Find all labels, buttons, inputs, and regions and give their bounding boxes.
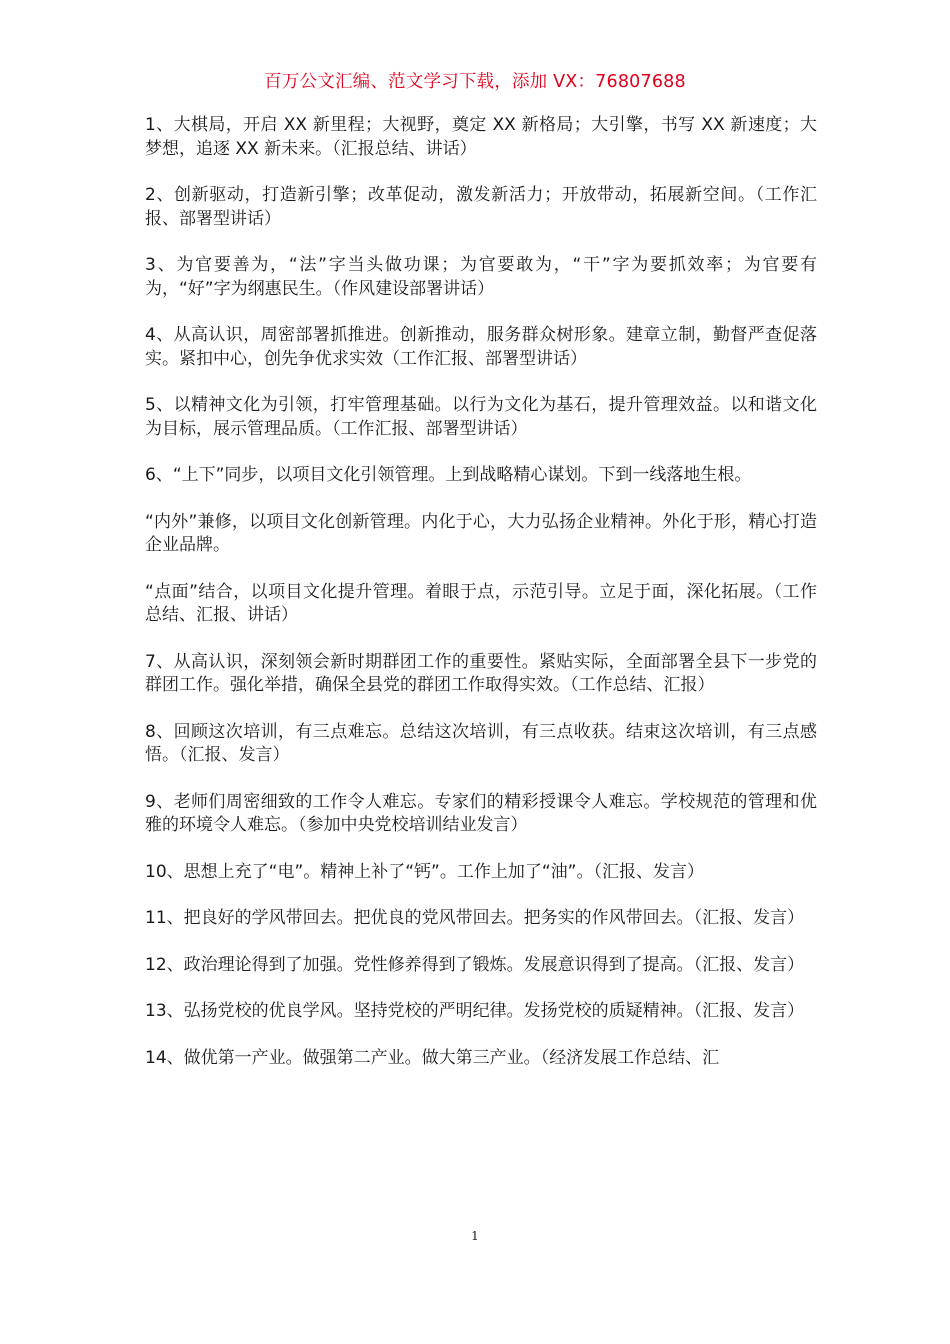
paragraph-11: 11、把良好的学风带回去。把优良的党风带回去。把务实的作风带回去。（汇报、发言）: [145, 908, 805, 928]
paragraph-1: 1、大棋局，开启 XX 新里程；大视野，奠定 XX 新格局；大引擎，书写 XX 新速度；大梦想，追逐 XX 新未来。（汇报总结、讲话）: [145, 115, 817, 159]
paragraph-13: 13、弘扬党校的优良学风。坚持党校的严明纪律。发扬党校的质疑精神。（汇报、发言）: [145, 1001, 805, 1021]
paragraph-3: 3、为官要善为，“法”字当头做功课；为官要敢为，“干”字为要抓效率；为官要有为，“好”字为纲惠民生。（作风建设部署讲话）: [145, 255, 817, 299]
paragraph-8: 8、回顾这次培训，有三点难忘。总结这次培训，有三点收获。结束这次培训，有三点感悟。（汇报、发言）: [145, 721, 817, 765]
paragraph-9: 9、老师们周密细致的工作令人难忘。专家们的精彩授课令人难忘。学校规范的管理和优雅的环境令人难忘。（参加中央党校培训结业发言）: [145, 791, 817, 835]
paragraph-6-point-area: “点面”结合，以项目文化提升管理。着眼于点，示范引导。立足于面，深化拓展。（工作总结、汇报、讲话）: [145, 581, 817, 625]
paragraph-2: 2、创新驱动，打造新引擎；改革促动，激发新活力；开放带动，拓展新空间。（工作汇报、部署型讲话）: [145, 185, 817, 229]
paragraph-4: 4、从高认识，周密部署抓推进。创新推动，服务群众树形象。建章立制，勤督严查促落实。紧扣中心，创先争优求实效（工作汇报、部署型讲话）: [145, 325, 817, 369]
paragraph-14: 14、做优第一产业。做强第二产业。做大第三产业。（经济发展工作总结、汇: [145, 1047, 720, 1068]
download-banner: 百万公文汇编、范文学习下载，添加 VX：76807688: [264, 72, 686, 92]
paragraph-10: 10、思想上充了“电”。精神上补了“钙”。工作上加了“油”。（汇报、发言）: [145, 861, 704, 882]
paragraph-6: 6、“上下”同步，以项目文化引领管理。上到战略精心谋划。下到一线落地生根。: [145, 465, 752, 485]
paragraph-7: 7、从高认识，深刻领会新时期群团工作的重要性。紧贴实际，全面部署全县下一步党的群团工作。强化举措，确保全县党的群团工作取得实效。（工作总结、汇报）: [145, 651, 817, 695]
paragraph-12: 12、政治理论得到了加强。党性修养得到了锻炼。发展意识得到了提高。（汇报、发言）: [145, 954, 805, 975]
paragraph-5: 5、以精神文化为引领，打牢管理基础。以行为文化为基石，提升管理效益。以和谐文化为目标，展示管理品质。（工作汇报、部署型讲话）: [145, 395, 817, 439]
paragraph-6-inner-outer: “内外”兼修，以项目文化创新管理。内化于心，大力弘扬企业精神。外化于形，精心打造企业品牌。: [145, 511, 817, 555]
document-body: [145, 114, 817, 1093]
page-number: 1: [471, 1229, 479, 1243]
